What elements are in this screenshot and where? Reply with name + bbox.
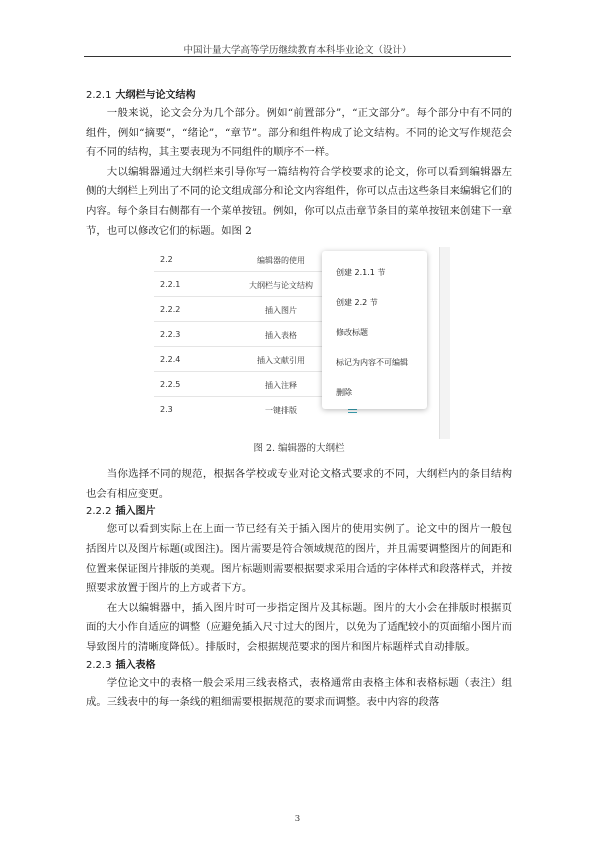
figure-caption: 图 2. 编辑器的大纲栏: [253, 443, 345, 455]
section-title: 大纲栏与论文结构: [115, 90, 196, 101]
outline-row-number: 2.2.4: [160, 355, 181, 365]
paragraph: 您可以看到实际上在上面一节已经有关于插入图片的使用实例了。论文中的图片一般包括图片以及图片标题(或图注)。图片需要是符合领域规范的图片，并且需要调整图片的间距和位置来保证图片排版的美观。图片标题则需要根据要求采用合适的字体样式和段落样式，并按照要求放置于图片的上方或者下方。: [86, 523, 513, 595]
menu-item-lock-content[interactable]: 标记为内容不可编辑: [336, 358, 408, 368]
paragraph: 在大以编辑器中，插入图片时可一步指定图片及其标题。图片的大小会在排版时根据页面的大小作自适应的调整（应避免插入尺寸过大的图片，以免为了适配较小的页面缩小图片而导致图片的清晰度降低）。排版时，会根据规范要求的图片和图片标题样式自动排版。: [86, 601, 513, 653]
menu-item-rename[interactable]: 修改标题: [336, 328, 368, 338]
section-heading-2-2-2: [86, 504, 512, 520]
page-number: 3: [294, 814, 301, 824]
outline-row-title: 插入图片: [265, 306, 297, 316]
paragraph: 当你选择不同的规范，根据各学校或专业对论文格式要求的不同，大纲栏内的条目结构也会有相应变更。: [86, 468, 512, 500]
menu-item-create-section[interactable]: 创建 2.2 节: [336, 298, 378, 308]
page-body: [86, 88, 512, 713]
outline-row-title: 插入表格: [265, 331, 297, 341]
outline-row-title: 插入注释: [265, 381, 297, 391]
outline-row-title: 大纲栏与论文结构: [249, 281, 313, 291]
menu-item-delete[interactable]: 删除: [336, 388, 352, 398]
paragraph: 一般来说，论文会分为几个部分。例如“前置部分”，“正文部分”。每个部分中有不同的组件，例如“摘要”，“绪论”，“章节”。部分和组件构成了论文结构。不同的论文写作规范会有不同的结构，其主要表现为不同组件的顺序不一样。: [86, 107, 512, 159]
outline-row-number: 2.2.5: [160, 380, 181, 390]
outline-row-title: 插入文献引用: [257, 356, 305, 366]
paragraph: 学位论文中的表格一般会采用三线表格式，表格通常由表格主体和表格标题（表注）组成。三线表中的每一条线的粗细需要根据规范的要求而调整。表中内容的段落: [86, 676, 512, 709]
paragraph: 大以编辑器通过大纲栏来引导你写一篇结构符合学校要求的论文，你可以看到编辑器左侧的大纲栏上列出了不同的论文组成部分和论文内容组件，你可以点击这些条目来编辑它们的内容。每个条目右侧都有一个菜单按钮。例如，你可以点击章节条目的菜单按钮来创建下一章节，也可以修改它们的标题。如图 2: [86, 165, 513, 237]
figure-outline-screenshot: [154, 247, 439, 439]
header-rule: [84, 56, 511, 57]
section-number: 2.2.2: [86, 506, 112, 518]
outline-row-number: 2.3: [160, 405, 173, 415]
section-number: 2.2.3: [86, 659, 112, 671]
outline-row-number: 2.2.3: [160, 330, 181, 340]
section-heading-2-2-1: [86, 88, 512, 104]
section-title: 插入图片: [115, 506, 156, 518]
section-number: 2.2.1: [86, 90, 112, 101]
section-heading-2-2-3: [86, 658, 512, 674]
context-menu: [322, 251, 427, 409]
outline-row-number: 2.2.2: [160, 305, 181, 315]
scrollbar[interactable]: [439, 247, 450, 439]
menu-item-create-subsection[interactable]: 创建 2.1.1 节: [336, 268, 386, 278]
outline-row-number: 2.2.1: [160, 280, 181, 290]
running-header: 中国计量大学高等学历继续教育本科毕业论文（设计）: [183, 45, 412, 56]
outline-row-number: 2.2: [160, 255, 173, 265]
outline-row-title: 编辑器的使用: [257, 256, 305, 266]
outline-row-title: 一键排版: [265, 406, 297, 416]
section-title: 插入表格: [115, 659, 156, 671]
